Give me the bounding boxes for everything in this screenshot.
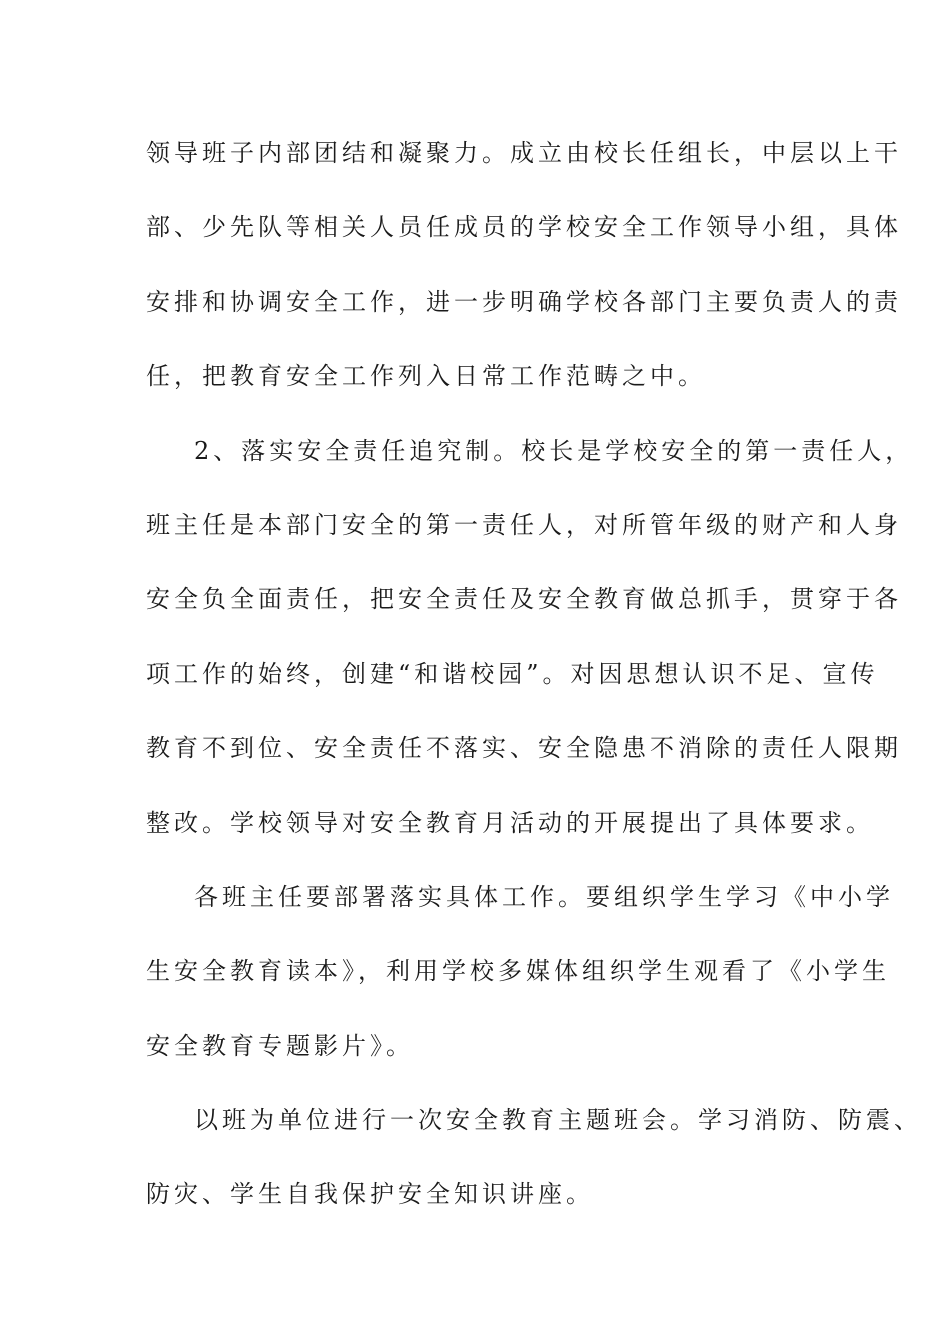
text-line: 部、少先队等相关人员任成员的学校安全工作领导小组，具体 [146,213,902,242]
text-line-paragraph-start: 以班为单位进行一次安全教育主题班会。学习消防、防震、 [194,1106,922,1135]
text-line: 班主任是本部门安全的第一责任人，对所管年级的财产和人身 [146,510,902,539]
text-line: 安全教育专题影片》。 [146,1031,414,1060]
text-line: 整改。学校领导对安全教育月活动的开展提出了具体要求。 [146,808,874,837]
text-line: 安全负全面责任，把安全责任及安全教育做总抓手，贯穿于各 [146,585,902,614]
text-line: 生安全教育读本》，利用学校多媒体组织学生观看了《小学生 [146,957,890,986]
text-line-paragraph-start: 各班主任要部署落实具体工作。要组织学生学习《中小学 [194,882,894,911]
text-line: 项工作的始终，创建“和谐校园”。对因思想认识不足、宣传 [146,659,879,688]
text-line: 防灾、学生自我保护安全知识讲座。 [146,1180,594,1209]
text-line: 教育不到位、安全责任不落实、安全隐患不消除的责任人限期 [146,734,902,763]
body-text [146,128,922,1244]
text-line-paragraph-start: 2、落实安全责任追究制。校长是学校安全的第一责任人， [194,436,914,465]
text-line: 任，把教育安全工作列入日常工作范畴之中。 [146,362,706,391]
text-line: 领导班子内部团结和凝聚力。成立由校长任组长，中层以上干 [146,139,902,167]
text-line: 安排和协调安全工作，进一步明确学校各部门主要负责人的责 [146,287,902,316]
